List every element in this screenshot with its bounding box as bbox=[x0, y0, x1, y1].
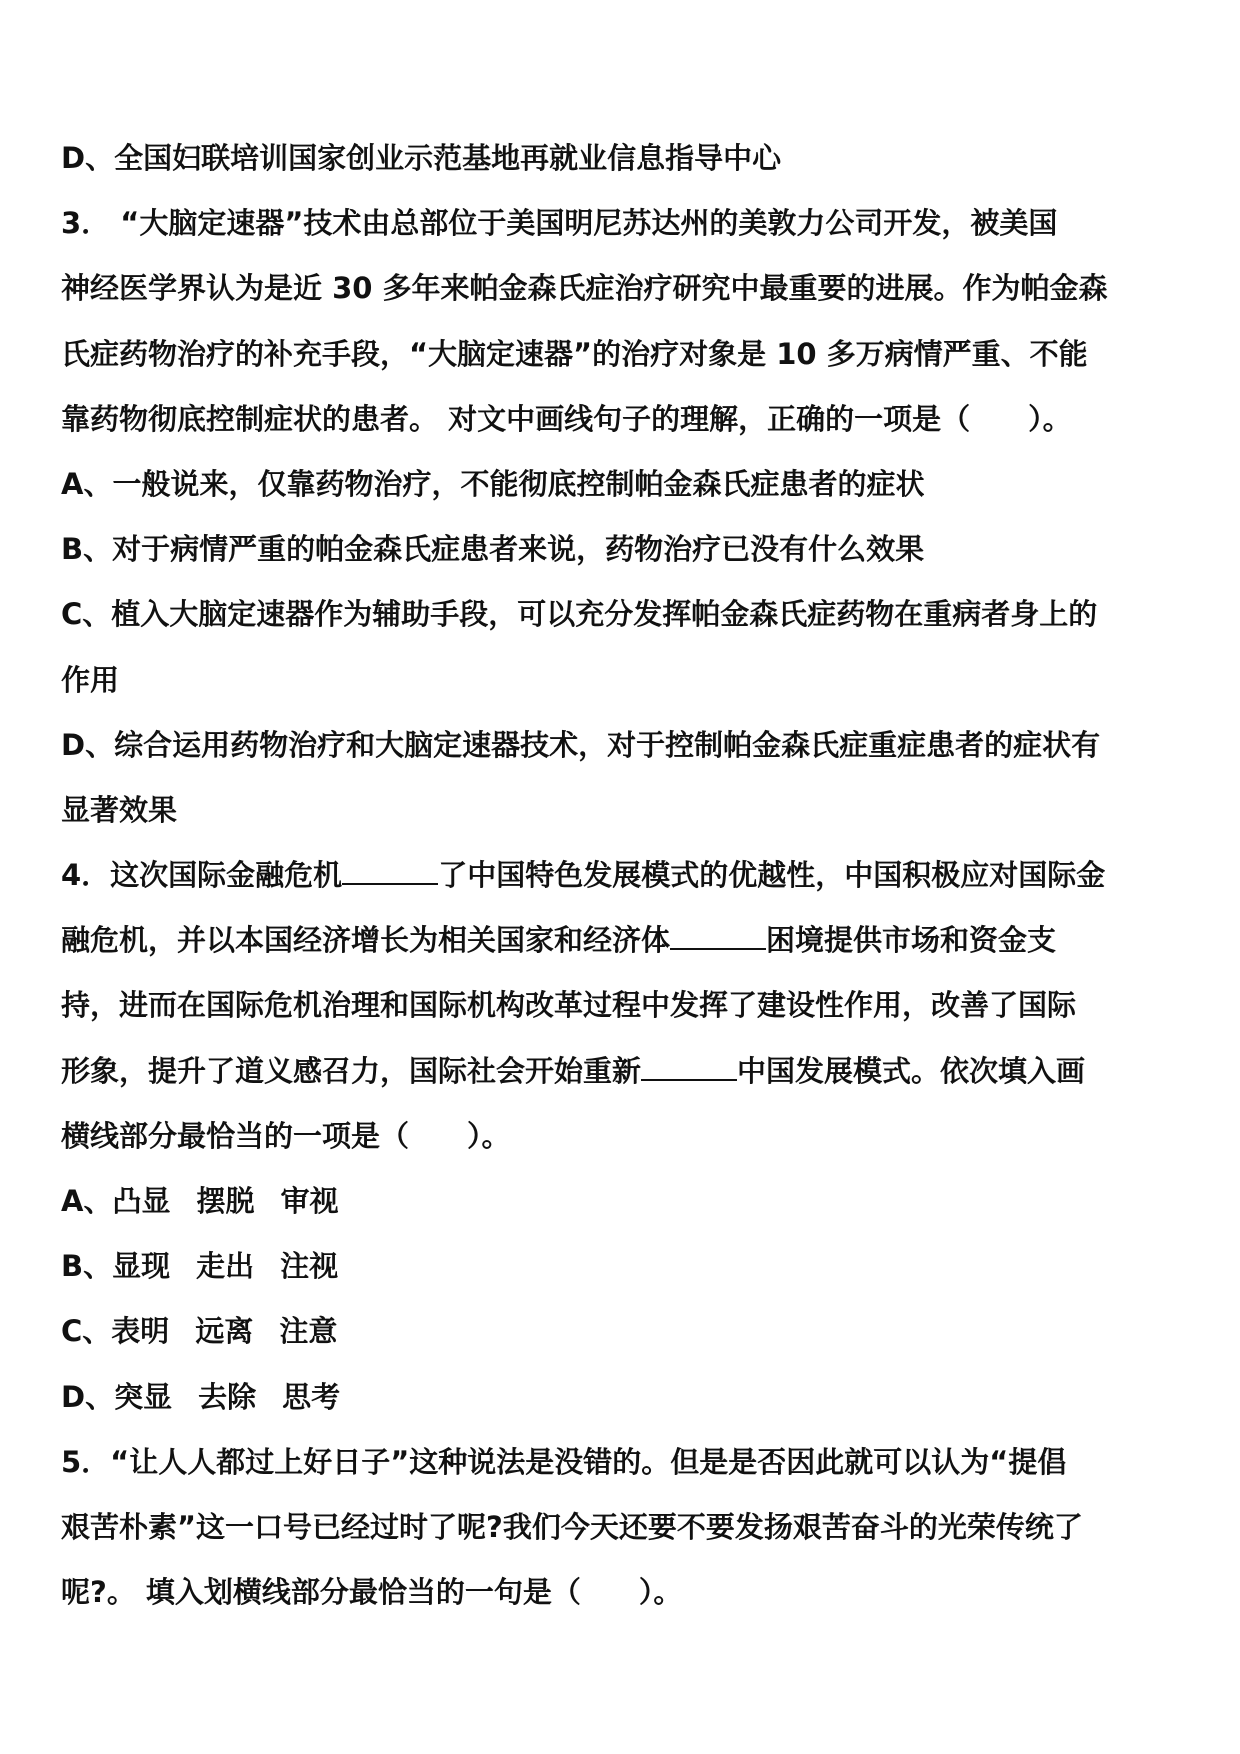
q4-stem-line-1 bbox=[61, 843, 1191, 908]
option-word: 突显 bbox=[114, 1379, 173, 1414]
option-word: 审视 bbox=[280, 1184, 339, 1218]
q4-text: 融危机，并以本国经济增长为相关国家和经济体 bbox=[61, 923, 671, 958]
q4-stem-line-2 bbox=[61, 908, 1191, 973]
fill-blank-2 bbox=[670, 918, 766, 950]
q3-option-a: A、一般说来，仅靠药物治疗，不能彻底控制帕金森氏症患者的症状 bbox=[61, 466, 925, 501]
q3-stem-line-3: 氏症药物治疗的补充手段，“大脑定速器”的治疗对象是 10 多万病情严重、不能 bbox=[61, 336, 1088, 371]
option-label: D、 bbox=[61, 1379, 115, 1414]
q4-text: 了中国特色发展模式的优越性，中国积极应对国际金 bbox=[438, 858, 1106, 893]
q4-option-d bbox=[61, 1365, 1191, 1430]
q4-text: 4．这次国际金融危机 bbox=[61, 858, 343, 893]
q3-option-c-line-2: 作用 bbox=[61, 662, 120, 697]
option-word: 注视 bbox=[280, 1249, 339, 1284]
q3-option-d-line-1: D、综合运用药物治疗和大脑定速器技术，对于控制帕金森氏症重症患者的症状有 bbox=[61, 727, 1101, 762]
q5-stem-line-2: 艰苦朴素”这一口号已经过时了呢?我们今天还要不要发扬艰苦奋斗的光荣传统了 bbox=[61, 1509, 1083, 1544]
q5-stem-line-3: 呢?。 填入划横线部分最恰当的一句是（ ）。 bbox=[61, 1575, 683, 1610]
q4-text: 困境提供市场和资金支 bbox=[766, 923, 1057, 958]
q5-stem-line-1: 5．“让人人都过上好日子”这种说法是没错的。但是是否因此就可以认为“提倡 bbox=[61, 1444, 1067, 1479]
option-word: 走出 bbox=[196, 1249, 255, 1284]
fill-blank-3 bbox=[641, 1049, 737, 1081]
option-word: 显现 bbox=[112, 1249, 171, 1284]
option-word: 远离 bbox=[195, 1314, 254, 1349]
q4-stem-line-4 bbox=[61, 1039, 1191, 1104]
q2-option-d: D、全国妇联培训国家创业示范基地再就业信息指导中心 bbox=[61, 141, 782, 175]
option-word: 表明 bbox=[111, 1314, 170, 1349]
q3-option-d-line-2: 显著效果 bbox=[61, 792, 178, 827]
option-word: 凸显 bbox=[112, 1184, 171, 1218]
q4-stem-line-3: 持，进而在国际危机治理和国际机构改革过程中发挥了建设性作用，改善了国际 bbox=[61, 988, 1077, 1023]
q3-option-b: B、对于病情严重的帕金森氏症患者来说，药物治疗已没有什么效果 bbox=[61, 532, 925, 567]
option-label: C、 bbox=[61, 1314, 112, 1349]
q4-option-a bbox=[61, 1169, 1191, 1234]
q3-stem-line-4: 靠药物彻底控制症状的患者。 对文中画线句子的理解，正确的一项是（ ）。 bbox=[61, 401, 1072, 436]
q4-text: 中国发展模式。依次填入画 bbox=[737, 1053, 1086, 1088]
fill-blank-1 bbox=[342, 853, 438, 885]
option-word: 思考 bbox=[282, 1379, 341, 1414]
q4-option-b bbox=[61, 1234, 1191, 1299]
option-word: 注意 bbox=[279, 1314, 338, 1349]
q4-option-c bbox=[61, 1299, 1191, 1364]
q3-stem-line-2: 神经医学界认为是近 30 多年来帕金森氏症治疗研究中最重要的进展。作为帕金森 bbox=[61, 271, 1108, 306]
q4-text: 形象，提升了道义感召力，国际社会开始重新 bbox=[61, 1053, 642, 1088]
option-label: B、 bbox=[61, 1249, 113, 1284]
option-label: A、 bbox=[61, 1184, 113, 1218]
option-word: 去除 bbox=[198, 1379, 257, 1414]
q3-stem-line-1: 3． “大脑定速器”技术由总部位于美国明尼苏达州的美敦力公司开发，被美国 bbox=[61, 206, 1058, 241]
document-page bbox=[61, 126, 1191, 1625]
option-word: 摆脱 bbox=[196, 1184, 255, 1218]
q3-option-c-line-1: C、植入大脑定速器作为辅助手段，可以充分发挥帕金森氏症药物在重病者身上的 bbox=[61, 597, 1098, 632]
q4-stem-line-5: 横线部分最恰当的一项是（ ）。 bbox=[61, 1118, 511, 1153]
